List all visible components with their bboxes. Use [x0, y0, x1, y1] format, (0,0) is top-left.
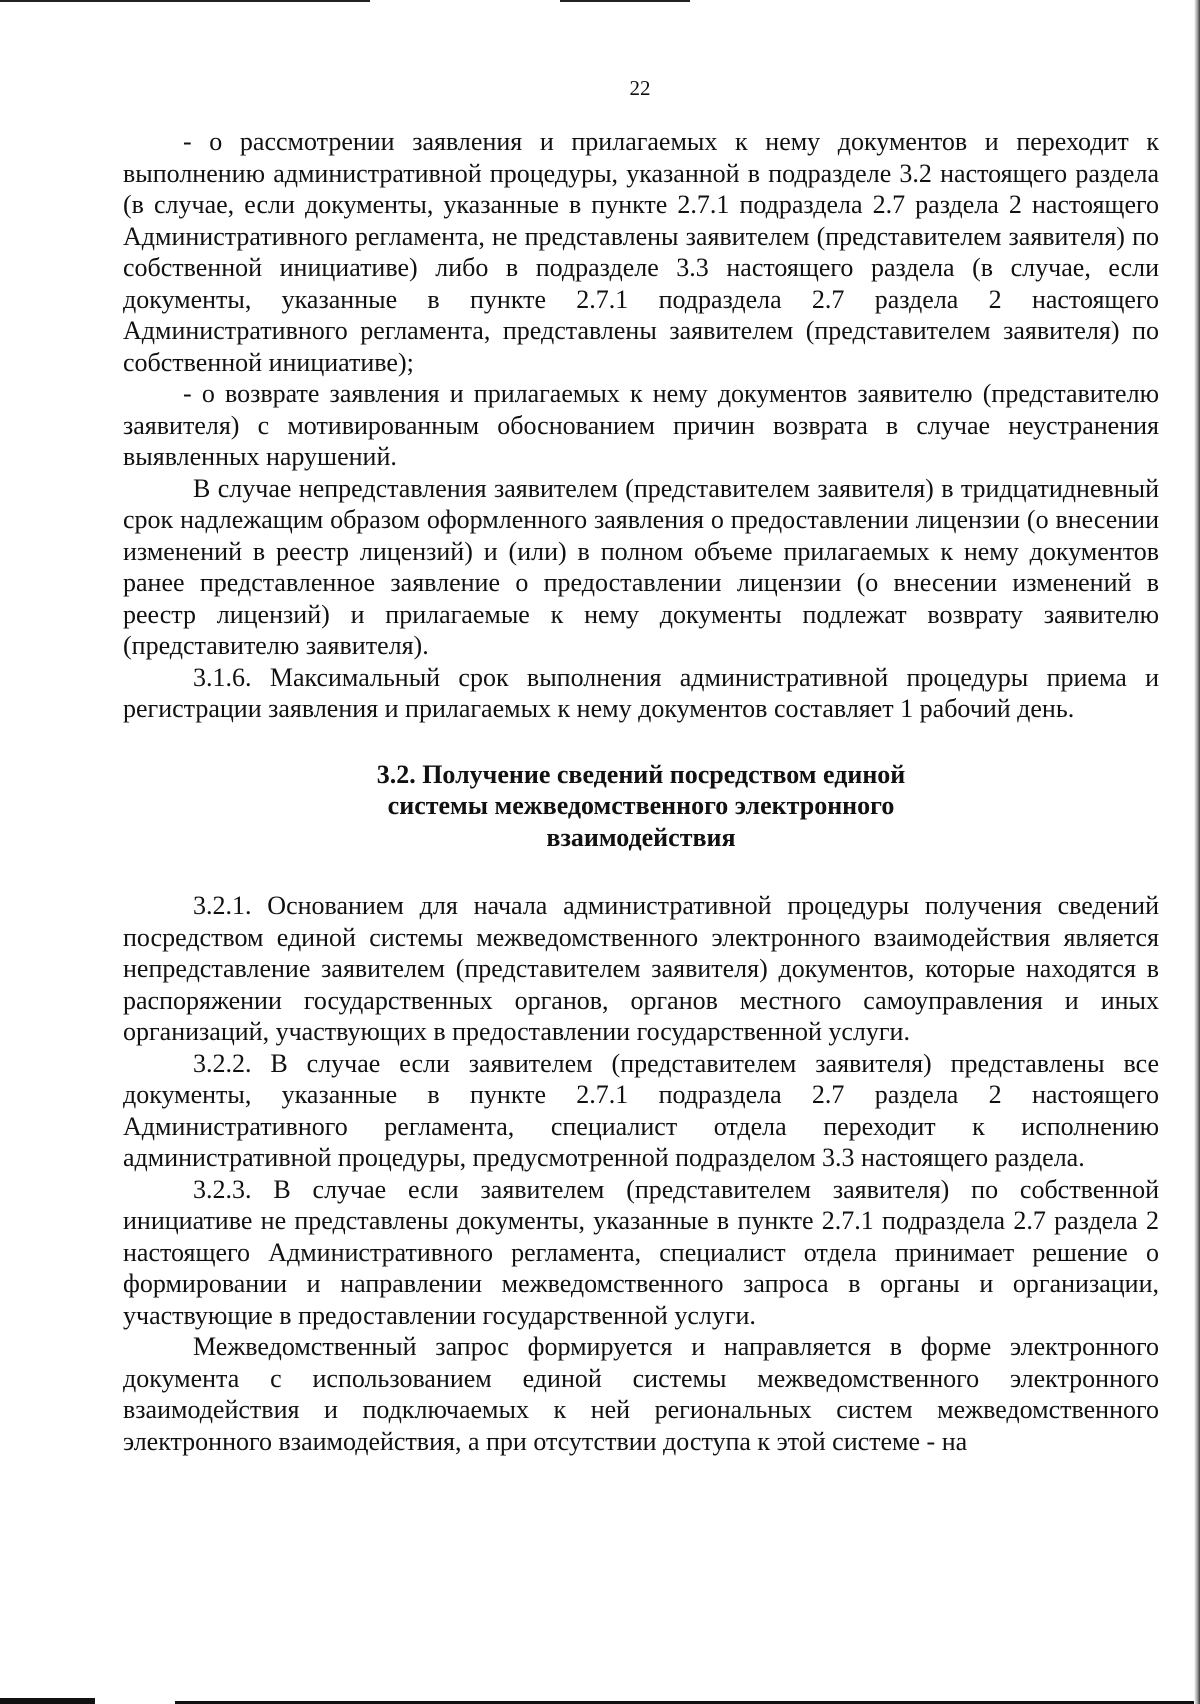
- scan-edge-bottom-left: [0, 1698, 95, 1704]
- paragraph-3-2-3: 3.2.3. В случае если заявителем (представителем заявителя) по собственной инициативе не представлены документы, указанные в пункте 2.7.1 подраздела 2.7 раздела 2 настоящего Административного регламента, специалист отдела принимает решение о формировании и направлении межведомственного запроса в органы и организации, участвующие в предоставлении государственной услуги.: [123, 1174, 1159, 1330]
- paragraph-3-1-6: 3.1.6. Максимальный срок выполнения административной процедуры приема и регистрации заявления и прилагаемых к нему документов составляет 1 рабочий день.: [123, 662, 1159, 723]
- page-number: 22: [629, 76, 651, 100]
- paragraph-option-return: - о возврате заявления и прилагаемых к нему документов заявителю (представителю заявителя) с мотивированным обоснованием причин возврата в случае неустранения выявленных нарушений.: [123, 379, 1159, 471]
- scan-edge-top-mid: [560, 0, 690, 2]
- document-body: [123, 126, 1159, 1457]
- paragraph-3-2-1: 3.2.1. Основанием для начала административной процедуры получения сведений посредством единой системы межведомственного электронного взаимодействия является непредставление заявителем (представителем заявителя) документов, которые находятся в распоряжении государственных органов, органов местного самоуправления и иных организаций, участвующих в предоставлении государственной услуги.: [123, 891, 1159, 1046]
- section-heading-line-3: взаимодействия: [546, 822, 736, 852]
- paragraph-option-review: - о рассмотрении заявления и прилагаемых к нему документов и переходит к выполнению административной процедуры, указанной в подразделе 3.2 настоящего раздела (в случае, если документы, указанные в пункте 2.7.1 подраздела 2.7 раздела 2 настоящего Административного регламента, не представлены заявителем (представителем заявителя) по собственной инициативе) либо в подразделе 3.3 настоящего раздела (в случае, если документы, указанные в пункте 2.7.1 подраздела 2.7 раздела 2 настоящего Административного регламента, представлены заявителем (представителем заявителя) по собственной инициативе);: [123, 127, 1159, 377]
- scan-edge-right: [1194, 0, 1200, 1704]
- scan-edge-top-left: [0, 0, 370, 2]
- section-heading-line-1: 3.2. Получение сведений посредством единой: [376, 759, 906, 789]
- paragraph-nonsubmission: В случае непредставления заявителем (представителем заявителя) в тридцатидневный срок надлежащим образом оформленного заявления о предоставлении лицензии (о внесении изменений в реестр лицензий) и (или) в полном объеме прилагаемых к нему документов ранее представленное заявление о предоставлении лицензии (о внесении изменений в реестр лицензий) и прилагаемые к нему документы подлежат возврату заявителю (представителю заявителя).: [123, 473, 1159, 660]
- paragraph-3-2-2: 3.2.2. В случае если заявителем (представителем заявителя) представлены все документы, указанные в пункте 2.7.1 подраздела 2.7 раздела 2 настоящего Административного регламента, специалист отдела переходит к исполнению административной процедуры, предусмотренной подразделом 3.3 настоящего раздела.: [123, 1048, 1159, 1172]
- section-heading-line-2: системы межведомственного электронного: [387, 791, 895, 820]
- paragraph-interagency-request: Межведомственный запрос формируется и направляется в форме электронного документа с использованием единой системы межведомственного электронного взаимодействия и подключаемых к ней региональных систем межведомственного электронного взаимодействия, а при отсутствии доступа к этой системе - на: [123, 1332, 1159, 1456]
- section-heading: [123, 759, 1159, 854]
